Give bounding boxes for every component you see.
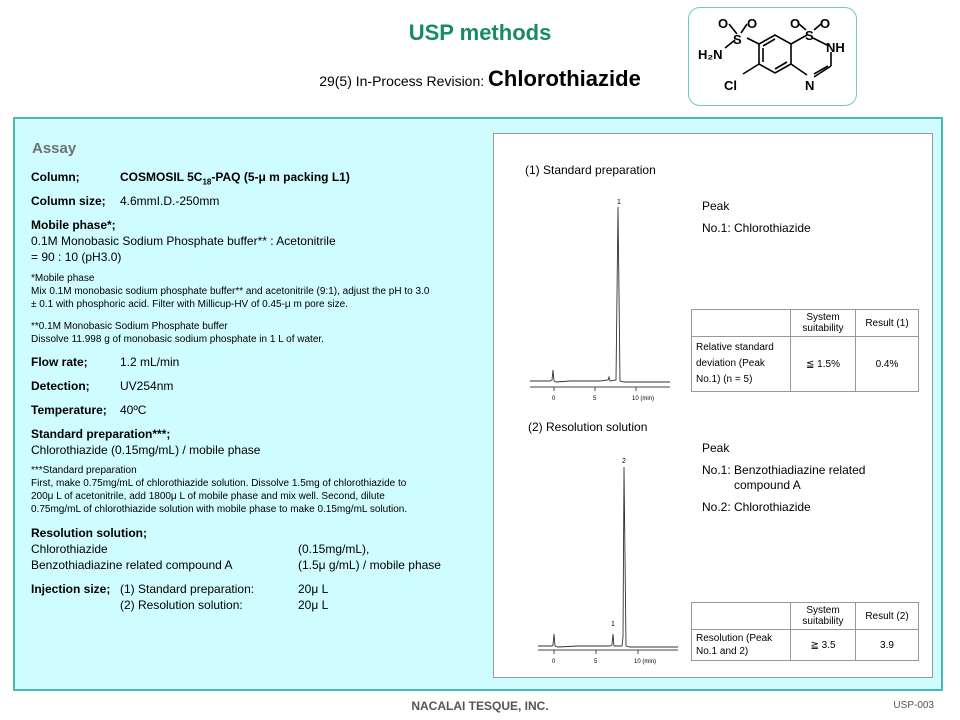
column-label: Column; xyxy=(31,170,80,184)
column-size-value: 4.6mmI.D.-250mm xyxy=(120,194,220,208)
table-row-criterion: ≧ 3.5 xyxy=(791,630,856,661)
std-note-1: ***Standard preparation xyxy=(31,465,137,476)
column-value-a: COSMOSIL 5C xyxy=(120,170,203,184)
standard-prep-value: Chlorothiazide (0.15mg/mL) / mobile phase xyxy=(31,443,261,457)
chromatogram-2-tick-label-10: 10 (min) xyxy=(634,659,657,665)
table-header-result: Result (2) xyxy=(856,603,919,630)
column-value xyxy=(120,170,350,186)
chromatogram-2-tick-label-0: 0 xyxy=(552,659,556,665)
chromatogram-1-tick-label-10: 10 (min) xyxy=(632,396,655,402)
atom-nh: NH xyxy=(826,40,845,55)
mp-note-3: ± 0.1 with phosphoric acid. Filter with Millicup-HV of 0.45-μ m pore size. xyxy=(31,299,348,310)
footer-company: NACALAI TESQUE, INC. xyxy=(411,699,549,713)
detection-value: UV254nm xyxy=(120,379,174,393)
chemical-structure xyxy=(688,7,857,106)
injection-line1-volume: 20μ L xyxy=(298,582,329,596)
buffer-note-2: Dissolve 11.998 g of monobasic sodium phosphate in 1 L of water. xyxy=(31,334,324,345)
mobile-phase-note xyxy=(31,272,471,311)
injection-size-label: Injection size; xyxy=(31,582,111,596)
chromatogram-1-trace xyxy=(530,207,670,382)
table-header-result: Result (1) xyxy=(856,310,919,337)
assay-heading: Assay xyxy=(32,140,77,157)
compound-name: Chlorothiazide xyxy=(488,66,641,91)
atom-o-4: O xyxy=(820,16,831,31)
chromatogram-1-suitability-table xyxy=(691,309,919,392)
injection-line2-volume: 20μ L xyxy=(298,598,329,612)
buffer-note-1: **0.1M Monobasic Sodium Phosphate buffer xyxy=(31,321,228,332)
chromatogram-2-peak-label-1: 1 xyxy=(611,621,615,628)
chromatogram-1-peak-label: 1 xyxy=(617,199,621,206)
mobile-phase-line2: = 90 : 10 (pH3.0) xyxy=(31,250,122,264)
table-row-criterion: ≦ 1.5% xyxy=(791,337,856,392)
table-row xyxy=(692,630,919,661)
table-header-suitability: System suitability xyxy=(791,310,856,337)
subtitle-prefix: 29(5) In-Process Revision: xyxy=(319,73,489,89)
atom-o-1: O xyxy=(718,16,729,31)
chromatogram-1-tick-label-5: 5 xyxy=(593,396,597,402)
atom-s-2: S xyxy=(805,28,814,43)
flow-rate-label: Flow rate; xyxy=(31,355,88,369)
column-size-label: Column size; xyxy=(31,194,106,208)
chromatogram-2-title: (2) Resolution solution xyxy=(528,420,648,434)
std-note-3: 200μ L of acetonitrile, add 1800μ L of mobile phase and mix well. Second, dilute xyxy=(31,491,385,502)
detection-label: Detection; xyxy=(31,379,90,393)
std-note-2: First, make 0.75mg/mL of chlorothiazide solution. Dissolve 1.5mg of chlorothiazide to xyxy=(31,478,407,489)
chromatogram-1-tick-label-0: 0 xyxy=(552,396,556,402)
chromatogram-1-peak-heading: Peak xyxy=(702,199,730,213)
chromatogram-1-plot xyxy=(520,195,680,405)
chromatogram-1-title: (1) Standard preparation xyxy=(525,163,656,177)
atom-n: N xyxy=(805,78,815,93)
resolution-line1-conc: (0.15mg/mL), xyxy=(298,542,370,556)
table-header-suitability: System suitability xyxy=(791,603,856,630)
table-corner-cell xyxy=(692,310,791,337)
mp-note-1: *Mobile phase xyxy=(31,273,95,284)
atom-o-2: O xyxy=(747,16,758,31)
chromatogram-2-plot xyxy=(528,452,688,672)
page-title: USP methods xyxy=(408,20,552,45)
chromatogram-2-peak-1b: compound A xyxy=(734,478,801,492)
chromatogram-2-peak-2: No.2: Chlorothiazide xyxy=(702,500,811,514)
resolution-line2-conc: (1.5μ g/mL) / mobile phase xyxy=(298,558,441,572)
table-row-result: 0.4% xyxy=(856,337,919,392)
atom-s-1: S xyxy=(733,32,742,47)
resolution-solution-label: Resolution solution; xyxy=(31,526,147,540)
flow-rate-value: 1.2 mL/min xyxy=(120,355,180,369)
chlorothiazide-structure-drawing xyxy=(689,8,856,105)
table-row xyxy=(692,337,919,392)
chromatogram-2-tick-label-5: 5 xyxy=(594,659,598,665)
buffer-note xyxy=(31,320,471,346)
resolution-line1-name: Chlorothiazide xyxy=(31,542,108,556)
column-value-b: -PAQ (5-μ m packing L1) xyxy=(211,170,350,184)
chromatogram-1-peak-1: No.1: Chlorothiazide xyxy=(702,221,811,235)
mobile-phase-label: Mobile phase*; xyxy=(31,218,116,232)
chromatogram-2-peak-heading: Peak xyxy=(702,441,730,455)
mp-note-2: Mix 0.1M monobasic sodium phosphate buffer** and acetonitrile (9:1), adjust the pH to 3.0 xyxy=(31,286,430,297)
resolution-line2-name: Benzothiadiazine related compound A xyxy=(31,558,233,572)
injection-line2-name: (2) Resolution solution: xyxy=(120,598,243,612)
table-row-result: 3.9 xyxy=(856,630,919,661)
column-value-sub: 18 xyxy=(202,177,212,187)
mobile-phase-line1: 0.1M Monobasic Sodium Phosphate buffer** : Acetonitrile xyxy=(31,234,336,248)
table-row-label: Resolution (Peak No.1 and 2) xyxy=(692,630,791,661)
chromatogram-2-suitability-table xyxy=(691,602,919,661)
standard-prep-label: Standard preparation***; xyxy=(31,427,171,441)
table-header-row xyxy=(692,310,919,337)
footer-document-id: USP-003 xyxy=(893,700,934,711)
std-note-4: 0.75mg/mL of chlorothiazide solution with mobile phase to make 0.15mg/mL solution. xyxy=(31,504,408,515)
chromatogram-2-peak-1a: No.1: Benzothiadiazine related xyxy=(702,463,866,477)
temperature-value: 40ºC xyxy=(120,403,147,417)
table-row-label: Relative standard deviation (Peak No.1) (n = 5) xyxy=(692,337,791,392)
temperature-label: Temperature; xyxy=(31,403,107,417)
chromatogram-2-peak-label-2: 2 xyxy=(622,458,626,465)
chromatogram-2-trace xyxy=(538,467,678,647)
atom-o-3: O xyxy=(790,16,801,31)
atom-cl: Cl xyxy=(724,78,737,93)
injection-line1-name: (1) Standard preparation: xyxy=(120,582,255,596)
atom-h2n: H₂N xyxy=(698,47,723,62)
table-header-row xyxy=(692,603,919,630)
standard-prep-note xyxy=(31,464,471,516)
table-corner-cell xyxy=(692,603,791,630)
